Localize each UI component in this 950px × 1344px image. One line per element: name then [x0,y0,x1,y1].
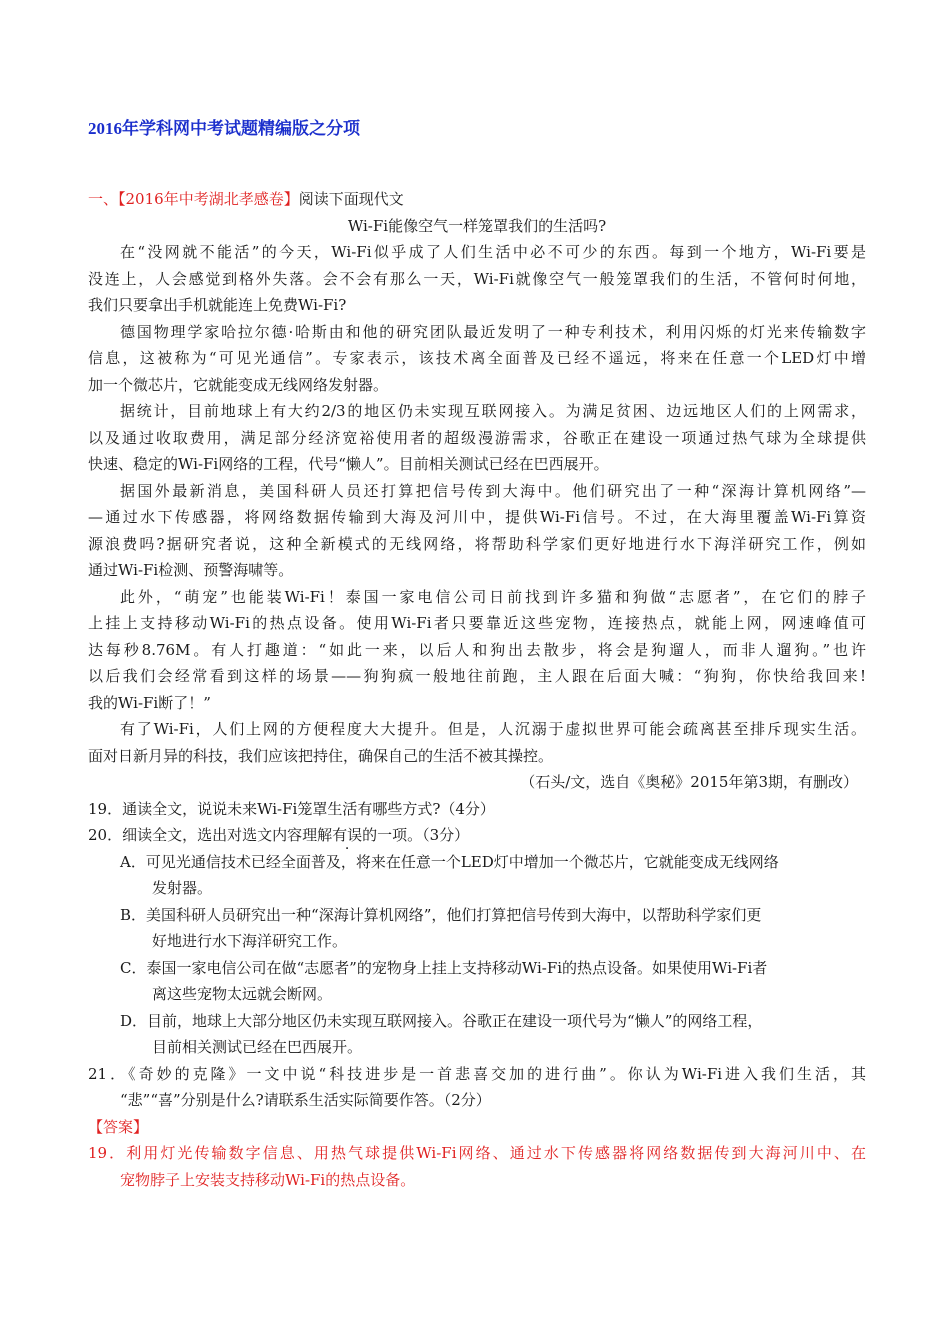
answer-19 [88,1140,866,1193]
paragraph-6 [88,716,866,769]
question-20-emphasis: 有误 [332,826,363,844]
section-prefix: 一、 [88,190,119,208]
paragraph-line: 以及通过收取费用，满足部分经济宽裕使用者的超级漫游需求，谷歌正在建设一项通过热气球为全球提供 [88,428,866,447]
document-content [88,186,866,1193]
question-21 [88,1061,866,1114]
paragraph-line: 加一个微芯片，它就能变成无线网络发射器。 [88,375,389,394]
option-line: 好地进行水下海洋研究工作。 [152,932,348,950]
paragraph-1 [88,239,866,319]
option-line: 目前相关测试已经在巴西展开。 [152,1038,363,1056]
paragraph-3 [88,398,866,478]
section-instruction: 阅读下面现代文 [298,190,404,208]
option-line: 离这些宠物太远就会断网。 [152,985,333,1003]
question-line: 21．《奇妙的克隆》一文中说“科技进步是一首悲喜交加的进行曲”。你认为Wi-Fi进入我们生活，其 [88,1064,866,1083]
paragraph-line: 据国外最新消息，美国科研人员还打算把信号传到大海中。他们研究出了一种“深海计算机网络”— [120,481,866,500]
article-title: Wi-Fi能像空气一样笼罩我们的生活吗? [347,216,607,235]
paragraph-line: 有了Wi-Fi，人们上网的方便程度大大提升。但是，人沉溺于虚拟世界可能会疏离甚至排斥现实生活。 [120,720,866,738]
paragraph-4 [88,478,866,584]
answer-line: 宠物脖子上安装支持移动Wi-Fi的热点设备。 [120,1170,416,1189]
answer-label: 【答案】 [88,1117,149,1136]
option-line: C．泰国一家电信公司在做“志愿者”的宠物身上挂上支持移动Wi-Fi的热点设备。如果使用Wi-Fi者 [120,958,768,977]
paragraph-line: 没连上，人会感觉到格外失落。会不会有那么一天，Wi-Fi就像空气一般笼罩我们的生活，不管何时何地， [88,269,866,288]
paragraph-line: 我们只要拿出手机就能连上免费Wi-Fi? [88,296,347,314]
paragraph-line: 快速、稳定的Wi-Fi网络的工程，代号“懒人”。目前相关测试已经在巴西展开。 [88,455,609,473]
option-line: 发射器。 [152,879,213,897]
option-d [88,1008,866,1061]
section-header [88,186,866,213]
question-19: 19．通读全文，说说未来Wi-Fi笼罩生活有哪些方式?（4分） [88,799,495,818]
paragraph-line: 源浪费吗?据研究者说，这种全新模式的无线网络，将帮助科学家们更好地进行水下海洋研究工作，例如 [88,534,866,553]
answer-line: 19．利用灯光传输数字信息、用热气球提供Wi-Fi网络、通过水下传感器将网络数据传到大海河川中、在 [88,1144,866,1162]
option-a [88,849,866,902]
paragraph-line: 据统计，目前地球上有大约2/3的地区仍未实现互联网接入。为满足贫困、边远地区人们的上网需求， [120,402,866,420]
option-line: A．可见光通信技术已经全面普及，将来在任意一个LED灯中增加一个微芯片，它就能变成无线网络 [120,852,779,871]
question-20 [88,822,866,849]
question-20-points: 的一项。（3分） [362,826,470,844]
paragraph-line: 面对日新月异的科技，我们应该把持住，确保自己的生活不被其操控。 [88,746,554,765]
question-line: “悲”“喜”分别是什么?请联系生活实际简要作答。（2分） [120,1091,491,1109]
option-b [88,902,866,955]
paragraph-line: 德国物理学家哈拉尔德·哈斯由和他的研究团队最近发明了一种专利技术，利用闪烁的灯光来传输数字 [120,322,866,341]
paragraph-line: 通过Wi-Fi检测、预警海啸等。 [88,561,294,579]
paragraph-line: 我的Wi-Fi断了！” [88,693,211,712]
paragraph-line: 信息，这被称为“可见光通信”。专家表示，该技术离全面普及已经不遥远，将来在任意一个LED灯中增 [88,349,866,367]
paragraph-line: 此外，“萌宠”也能装Wi-Fi！泰国一家电信公司日前找到许多猫和狗做“志愿者”，在它们的脖子 [120,587,866,606]
paragraph-line: 达每秒8.76M。有人打趣道：“如此一来，以后人和狗出去散步，将会是狗遛人，而非人遛狗。”也许 [88,640,866,659]
paragraph-2 [88,319,866,399]
paragraph-line: 在“没网就不能活”的今天，Wi-Fi似乎成了人们生活中必不可少的东西。每到一个地方，Wi-Fi要是 [120,243,866,261]
document-title: 2016年学科网中考试题精编版之分项 [88,119,360,138]
section-source: 【2016年中考湖北孝感卷】 [118,190,299,208]
paragraph-5 [88,584,866,717]
source-note: （石头/文，选自《奥秘》2015年第3期，有删改） [520,773,858,791]
paragraph-line: 以后我们会经常看到这样的场景——狗狗疯一般地往前跑，主人跟在后面大喊：“狗狗，你快给我回来! [88,667,866,685]
option-c [88,955,866,1008]
paragraph-line: 上挂上支持移动Wi-Fi的热点设备。使用Wi-Fi者只要靠近这些宠物，连接热点，就能上网，网速峰值可 [88,614,866,632]
option-line: D．目前，地球上大部分地区仍未实现互联网接入。谷歌正在建设一项代号为“懒人”的网络工程， [120,1011,763,1030]
option-line: B．美国科研人员研究出一种“深海计算机网络”，他们打算把信号传到大海中，以帮助科学家们更 [120,905,762,924]
question-20-text: 20．细读全文，选出对选文内容理解 [88,826,333,844]
paragraph-line: —通过水下传感器，将网络数据传输到大海及河川中，提供Wi-Fi信号。不过，在大海里覆盖Wi-Fi算资 [88,508,866,526]
